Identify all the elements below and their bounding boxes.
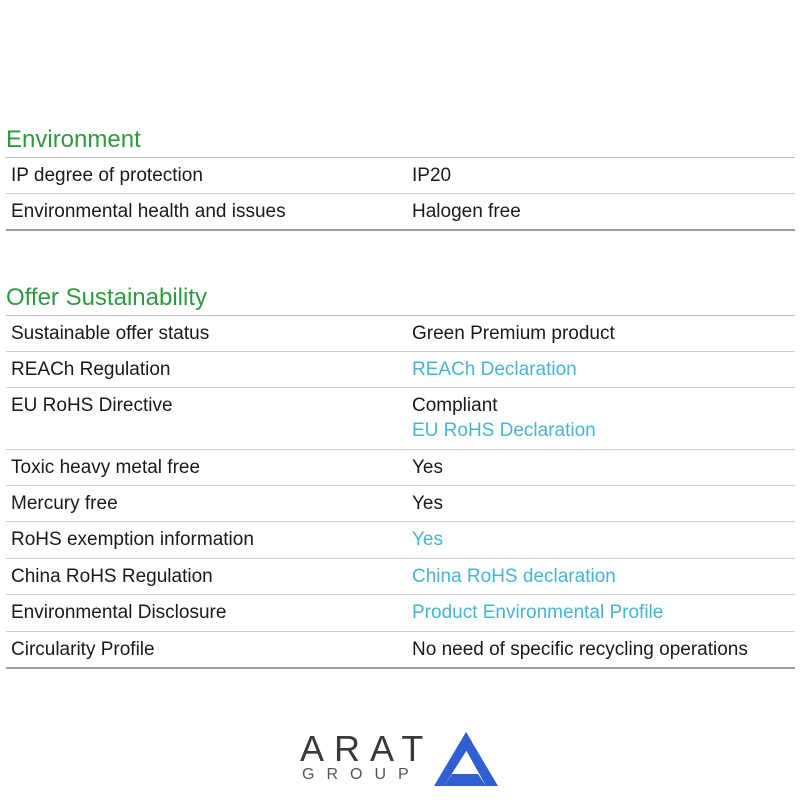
row-label: Toxic heavy metal free bbox=[11, 457, 201, 478]
china-rohs-declaration-link[interactable]: China RoHS declaration bbox=[412, 566, 616, 587]
row-label: Circularity Profile bbox=[11, 639, 155, 660]
row-value: Yes bbox=[412, 457, 443, 478]
table-row bbox=[6, 352, 795, 388]
table-row bbox=[6, 388, 795, 450]
row-value: IP20 bbox=[412, 165, 452, 186]
row-label: Sustainable offer status bbox=[11, 323, 210, 344]
row-label: Environmental health and issues bbox=[11, 201, 286, 222]
table-row bbox=[6, 632, 795, 669]
row-label: Environmental Disclosure bbox=[11, 602, 227, 623]
table-row bbox=[6, 595, 795, 632]
row-value: Halogen free bbox=[412, 201, 521, 222]
row-value: Compliant bbox=[412, 395, 498, 416]
reach-declaration-link[interactable]: REACh Declaration bbox=[412, 359, 577, 380]
table-row bbox=[6, 522, 795, 559]
table-row bbox=[6, 316, 795, 352]
row-value: Green Premium product bbox=[412, 323, 615, 344]
row-label: Mercury free bbox=[11, 493, 118, 514]
table-row bbox=[6, 486, 795, 522]
row-value: Yes bbox=[412, 493, 443, 514]
row-label: China RoHS Regulation bbox=[11, 566, 213, 587]
eu-rohs-declaration-link[interactable]: EU RoHS Declaration bbox=[412, 420, 596, 441]
table-row bbox=[6, 450, 795, 486]
section-title-sustainability: Offer Sustainability bbox=[6, 284, 795, 316]
product-environmental-profile-link[interactable]: Product Environmental Profile bbox=[412, 602, 664, 623]
triangle-logo-icon bbox=[432, 730, 500, 788]
rohs-exemption-link[interactable]: Yes bbox=[412, 529, 443, 550]
environment-section bbox=[6, 126, 795, 231]
section-title-environment: Environment bbox=[6, 126, 795, 158]
row-label: REACh Regulation bbox=[11, 359, 171, 380]
logo-subtitle: GROUP bbox=[302, 766, 421, 783]
table-row bbox=[6, 158, 795, 194]
arat-group-logo bbox=[300, 730, 510, 790]
row-value: No need of specific recycling operations bbox=[412, 639, 748, 660]
table-row bbox=[6, 559, 795, 595]
sustainability-section bbox=[6, 284, 795, 669]
row-label: RoHS exemption information bbox=[11, 529, 254, 550]
table-row bbox=[6, 194, 795, 231]
row-label: IP degree of protection bbox=[11, 165, 203, 186]
logo-wordmark: ARAT bbox=[300, 728, 434, 769]
row-label: EU RoHS Directive bbox=[11, 395, 173, 416]
